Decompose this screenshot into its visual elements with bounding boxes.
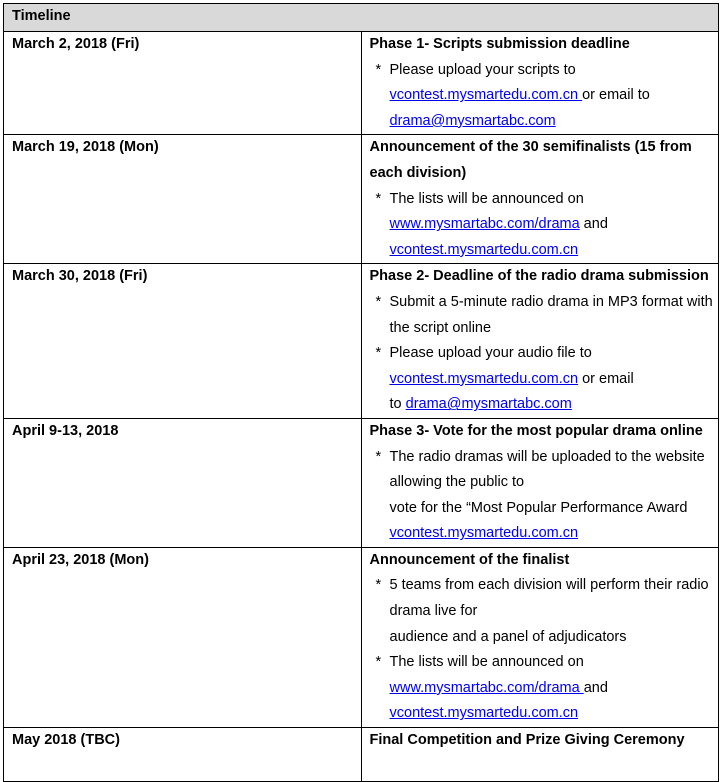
email-link[interactable]: drama@mysmartabc.com (389, 112, 556, 129)
email-link[interactable]: drama@mysmartabc.com (405, 396, 572, 413)
bullet-mark: * (375, 654, 382, 671)
bullet-item (370, 58, 719, 135)
phase-title: Final Competition and Prize Giving Ceremony (369, 732, 685, 749)
bullet-text: 5 teams from each division will perform their radio drama live for (389, 577, 709, 620)
bullet-item (370, 573, 719, 650)
bullet-text: or email to (582, 87, 650, 104)
table-row (4, 32, 719, 135)
phase-title: Announcement of the finalist (369, 551, 570, 568)
bullet-item (370, 445, 719, 547)
description-cell (361, 135, 719, 264)
timeline-header: Timeline (4, 4, 719, 32)
description-cell (361, 32, 719, 135)
bullet-text: audience and a panel of adjudicators (389, 628, 627, 645)
bullet-text: to (389, 396, 406, 413)
drama-page-link[interactable]: www.mysmartabc.com/drama (389, 679, 584, 696)
bullet-text: and (583, 679, 608, 696)
bullet-text: Please upload your scripts to (389, 61, 576, 78)
bullet-item (370, 341, 719, 418)
table-row (4, 418, 719, 547)
description-cell (361, 418, 719, 547)
date-cell: April 23, 2018 (Mon) (4, 547, 362, 727)
vcontest-link[interactable]: vcontest.mysmartedu.com.cn (389, 525, 579, 542)
bullet-mark: * (375, 61, 382, 78)
bullet-mark: * (375, 345, 382, 362)
date-cell: March 2, 2018 (Fri) (4, 32, 362, 135)
phase-title: Phase 1- Scripts submission deadline (369, 36, 630, 52)
vcontest-link[interactable]: vcontest.mysmartedu.com.cn (389, 370, 579, 387)
date-cell: May 2018 (TBC) (4, 728, 362, 782)
vcontest-link[interactable]: vcontest.mysmartedu.com.cn (389, 241, 579, 258)
table-row (4, 135, 719, 264)
bullet-text: and (579, 216, 608, 233)
bullet-text: vote for the “Most Popular Performance Award (389, 499, 688, 516)
description-cell (361, 728, 719, 782)
date-cell: March 19, 2018 (Mon) (4, 135, 362, 264)
timeline-table (3, 3, 719, 782)
table-row (4, 547, 719, 727)
description-cell (361, 264, 719, 419)
bullet-item (370, 650, 719, 727)
bullet-text: Submit a 5-minute radio drama in MP3 format with the script online (389, 293, 713, 336)
vcontest-link[interactable]: vcontest.mysmartedu.com.cn (389, 705, 579, 722)
bullet-mark: * (375, 190, 382, 207)
bullet-text: The lists will be announced on (389, 190, 584, 207)
vcontest-link[interactable]: vcontest.mysmartedu.com.cn (389, 87, 583, 104)
header-row (4, 4, 719, 32)
description-cell (361, 547, 719, 727)
bullet-text: Please upload your audio file to (389, 345, 592, 362)
date-cell: March 30, 2018 (Fri) (4, 264, 362, 419)
bullet-item (370, 187, 719, 264)
phase-title: Phase 3- Vote for the most popular drama online (369, 422, 703, 439)
bullet-item (370, 290, 719, 341)
date-cell: April 9-13, 2018 (4, 418, 362, 547)
phase-title: Announcement of the 30 semifinalists (15 from each division) (369, 139, 692, 181)
table-row (4, 728, 719, 782)
table-row (4, 264, 719, 419)
bullet-text: The lists will be announced on (389, 654, 584, 671)
bullet-mark: * (375, 448, 382, 465)
bullet-text: or email (578, 370, 634, 387)
bullet-mark: * (375, 577, 382, 594)
bullet-mark: * (375, 293, 382, 310)
phase-title: Phase 2- Deadline of the radio drama submission (369, 268, 709, 285)
bullet-text: The radio dramas will be uploaded to the website allowing the public to (389, 448, 705, 491)
drama-page-link[interactable]: www.mysmartabc.com/drama (389, 216, 580, 233)
